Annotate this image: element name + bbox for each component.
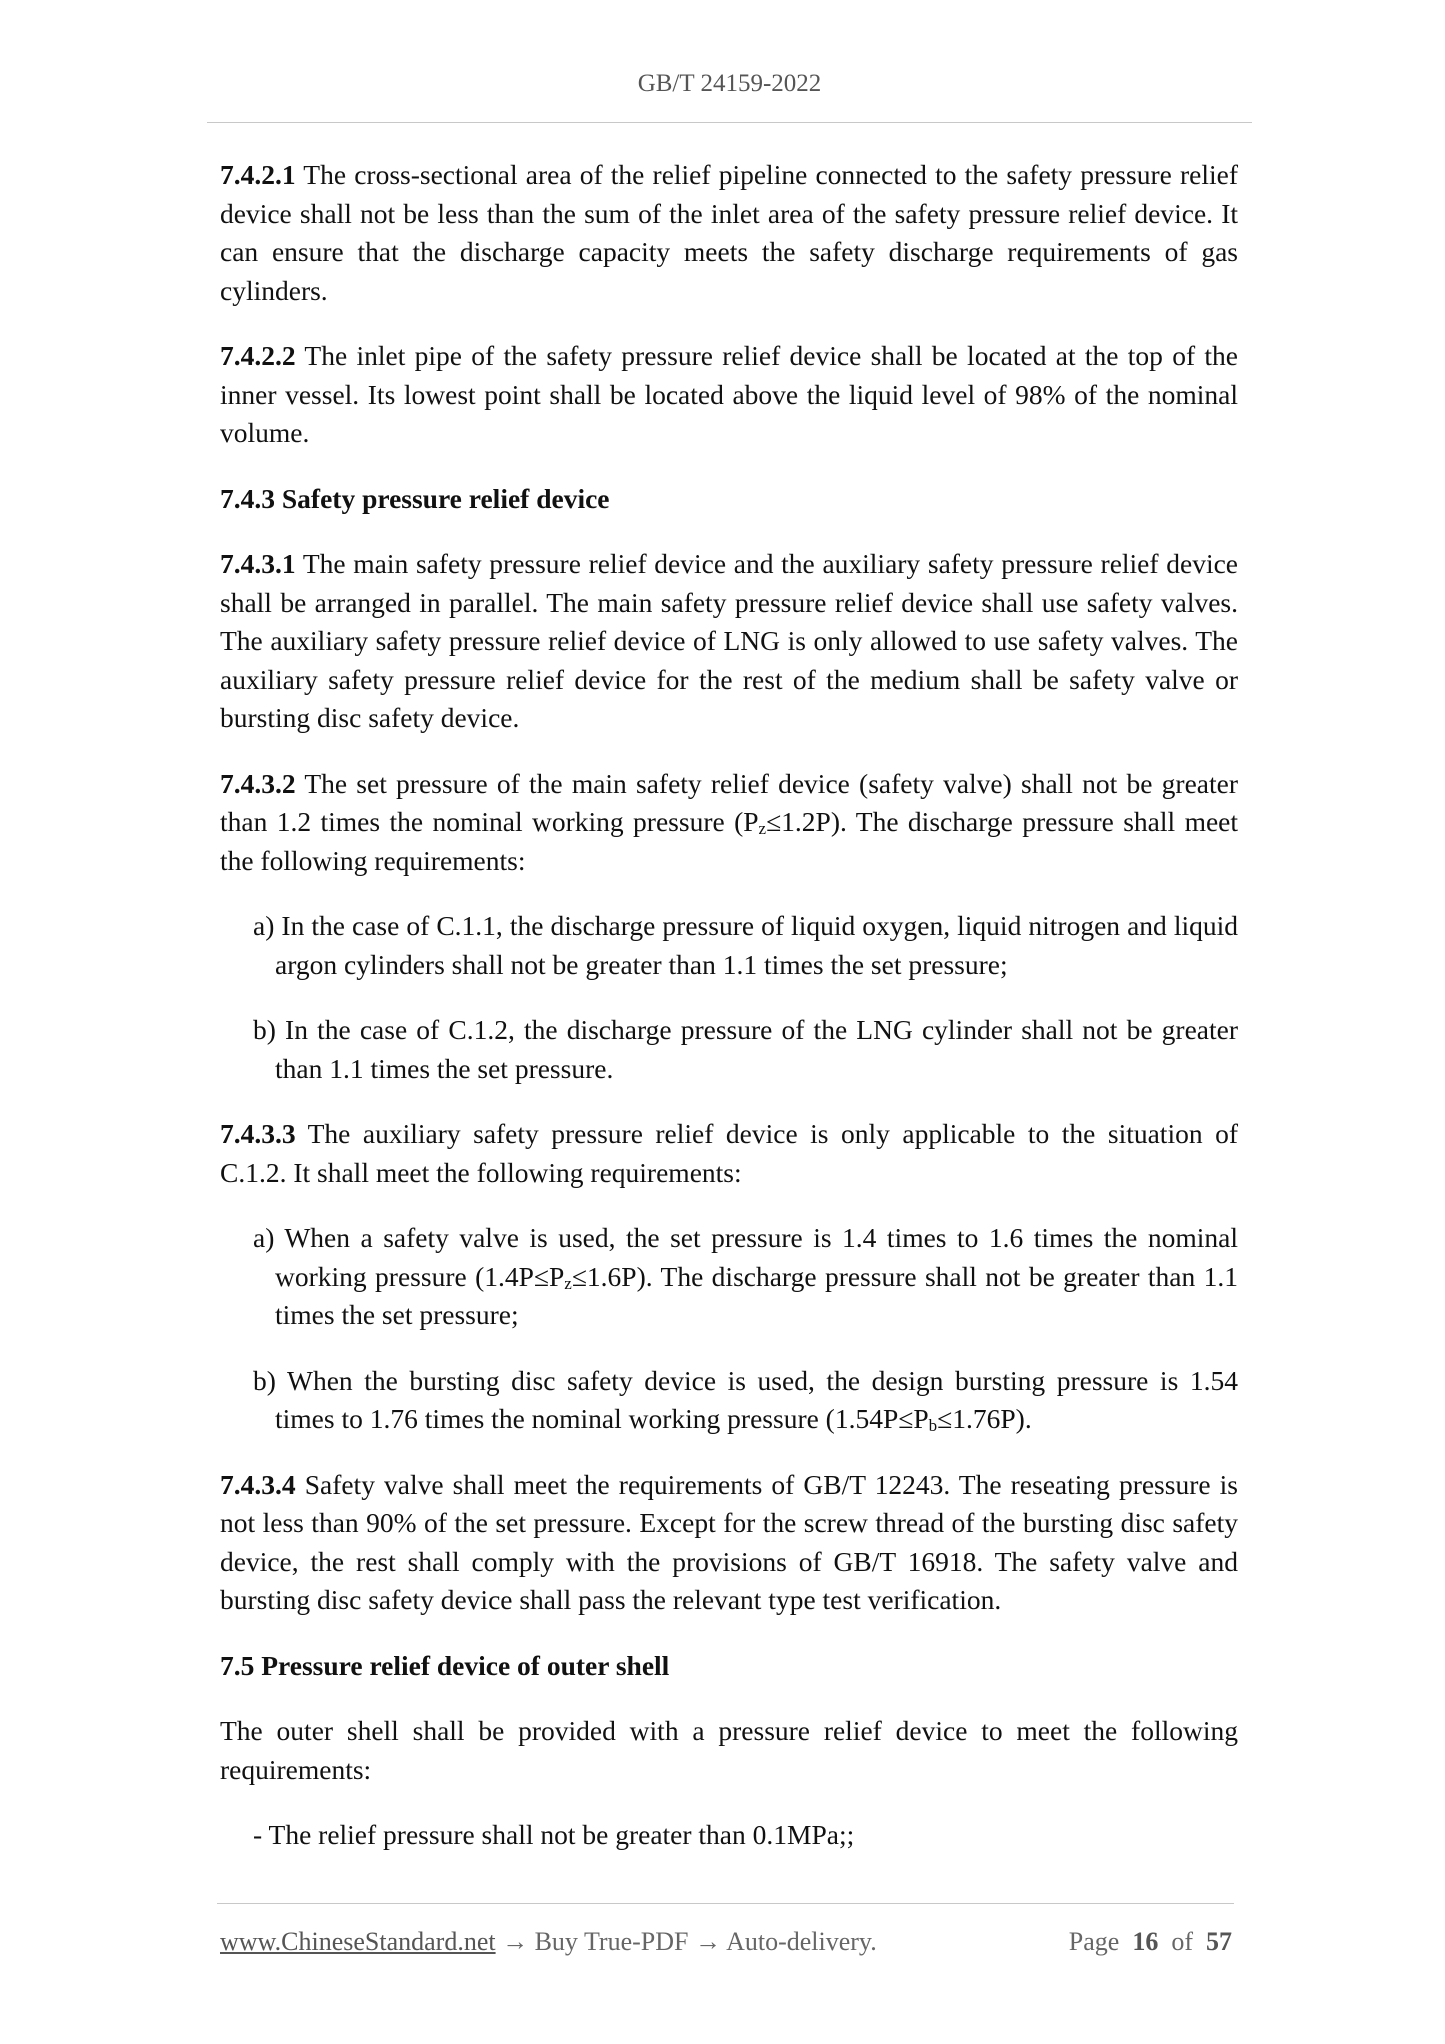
clause-text: The cross-sectional area of the relief pipeline connected to the safety pressure relief device shall not be less than the sum of the inlet area of the safety pressure relief device. It can ensure that the discharge capacity meets the safety discharge requirements of gas cylinders. [220, 159, 1238, 306]
footer-promo [220, 1927, 877, 1957]
clause-number: 7.4.3.2 [220, 767, 296, 799]
clause-7-4-2-1 [220, 156, 1238, 310]
clause-7-4-3-4 [220, 1466, 1238, 1620]
auto-delivery-text: Auto-delivery. [726, 1927, 877, 1956]
section-heading-7-4-3: 7.4.3 Safety pressure relief device [220, 482, 610, 514]
clause-number: 7.4.2.1 [220, 159, 296, 190]
list-item-text: ≤1.76P). [937, 1403, 1032, 1434]
clause-text: The auxiliary safety pressure relief device is only applicable to the situation of C.1.2. It shall meet the following requirements: [220, 1118, 1238, 1188]
page-label: Page [1068, 1927, 1120, 1956]
list-item [253, 1219, 1238, 1335]
header-divider [207, 122, 1252, 123]
list-item: - The relief pressure shall not be greater than 0.1MPa;; [253, 1819, 855, 1850]
clause-text: The inlet pipe of the safety pressure relief device shall be located at the top of the inner vessel. Its lowest point shall be located above the liquid level of 98% of the nominal volume. [220, 340, 1238, 448]
clause-7-4-3-2 [220, 765, 1238, 881]
of-label: of [1171, 1927, 1193, 1956]
list-item: a) In the case of C.1.1, the discharge pressure of liquid oxygen, liquid nitrogen and liquid argon cylinders shall not be greater than 1.1 times the set pressure; [253, 910, 1238, 980]
page-content [220, 156, 1238, 1882]
clause-number: 7.4.3.1 [220, 548, 296, 579]
clause-7-4-2-2 [220, 337, 1238, 453]
clause-number: 7.4.3.4 [220, 1468, 296, 1500]
arrow-icon: → [495, 1927, 535, 1956]
clause-number: 7.4.3.3 [220, 1118, 296, 1149]
document-id: GB/T 24159-2022 [637, 70, 822, 97]
clause-text: ≤1.2P). The discharge pressure shall meet the following requirements: [220, 806, 1239, 876]
clause-7-4-3-1 [220, 545, 1238, 738]
list-item-text: a) When a safety valve is used, the set pressure is 1.4 times to 1.6 times the nominal working pressure (1.4P≤P [253, 1222, 1238, 1292]
document-header [207, 70, 1252, 98]
page-number [1069, 1927, 1232, 1957]
total-pages: 57 [1206, 1927, 1232, 1956]
subscript: z [758, 819, 767, 838]
website-link[interactable]: www.ChineseStandard.net [220, 1927, 496, 1956]
subscript: z [564, 1273, 572, 1293]
list-item-text: ≤1.6P). The discharge pressure shall not be greater than 1.1 times the set pressure; [275, 1260, 1238, 1330]
clause-text: The set pressure of the main safety relief device (safety valve) shall not be greater than 1.2 times the nominal working pressure (P [220, 767, 1238, 837]
clause-number: 7.4.2.2 [220, 340, 296, 371]
list-item-text: b) When the bursting disc safety device is used, the design bursting pressure is 1.54 times to 1.76 times the nominal working pressure (1.54P≤P [253, 1364, 1238, 1434]
list-item: b) In the case of C.1.2, the discharge pressure of the LNG cylinder shall not be greater than 1.1 times the set pressure. [253, 1014, 1238, 1084]
clause-text: The main safety pressure relief device and the auxiliary safety pressure relief device shall be arranged in parallel. The main safety pressure relief device shall use safety valves. The auxiliary safety pressure relief device of LNG is only allowed to use safety valves. The auxiliary safety pressure relief device for the rest of the medium shall be safety valve or bursting disc safety device. [220, 548, 1238, 733]
buy-pdf-text: Buy True-PDF [534, 1927, 689, 1956]
arrow-icon: → [688, 1927, 727, 1956]
subscript: b [928, 1416, 938, 1435]
paragraph: The outer shell shall be provided with a pressure relief device to meet the following requirements: [220, 1715, 1238, 1785]
list-item [253, 1362, 1238, 1439]
clause-text: Safety valve shall meet the requirements of GB/T 12243. The reseating pressure is not less than 90% of the set pressure. Except for the screw thread of the bursting disc safety device, the rest shall comply with the provisions of GB/T 16918. The safety valve and bursting disc safety device shall pass the relevant type test verification. [220, 1468, 1238, 1615]
current-page: 16 [1132, 1927, 1159, 1956]
footer-divider [217, 1903, 1234, 1904]
clause-7-4-3-3 [220, 1115, 1238, 1192]
section-heading-7-5: 7.5 Pressure relief device of outer shell [220, 1649, 670, 1681]
